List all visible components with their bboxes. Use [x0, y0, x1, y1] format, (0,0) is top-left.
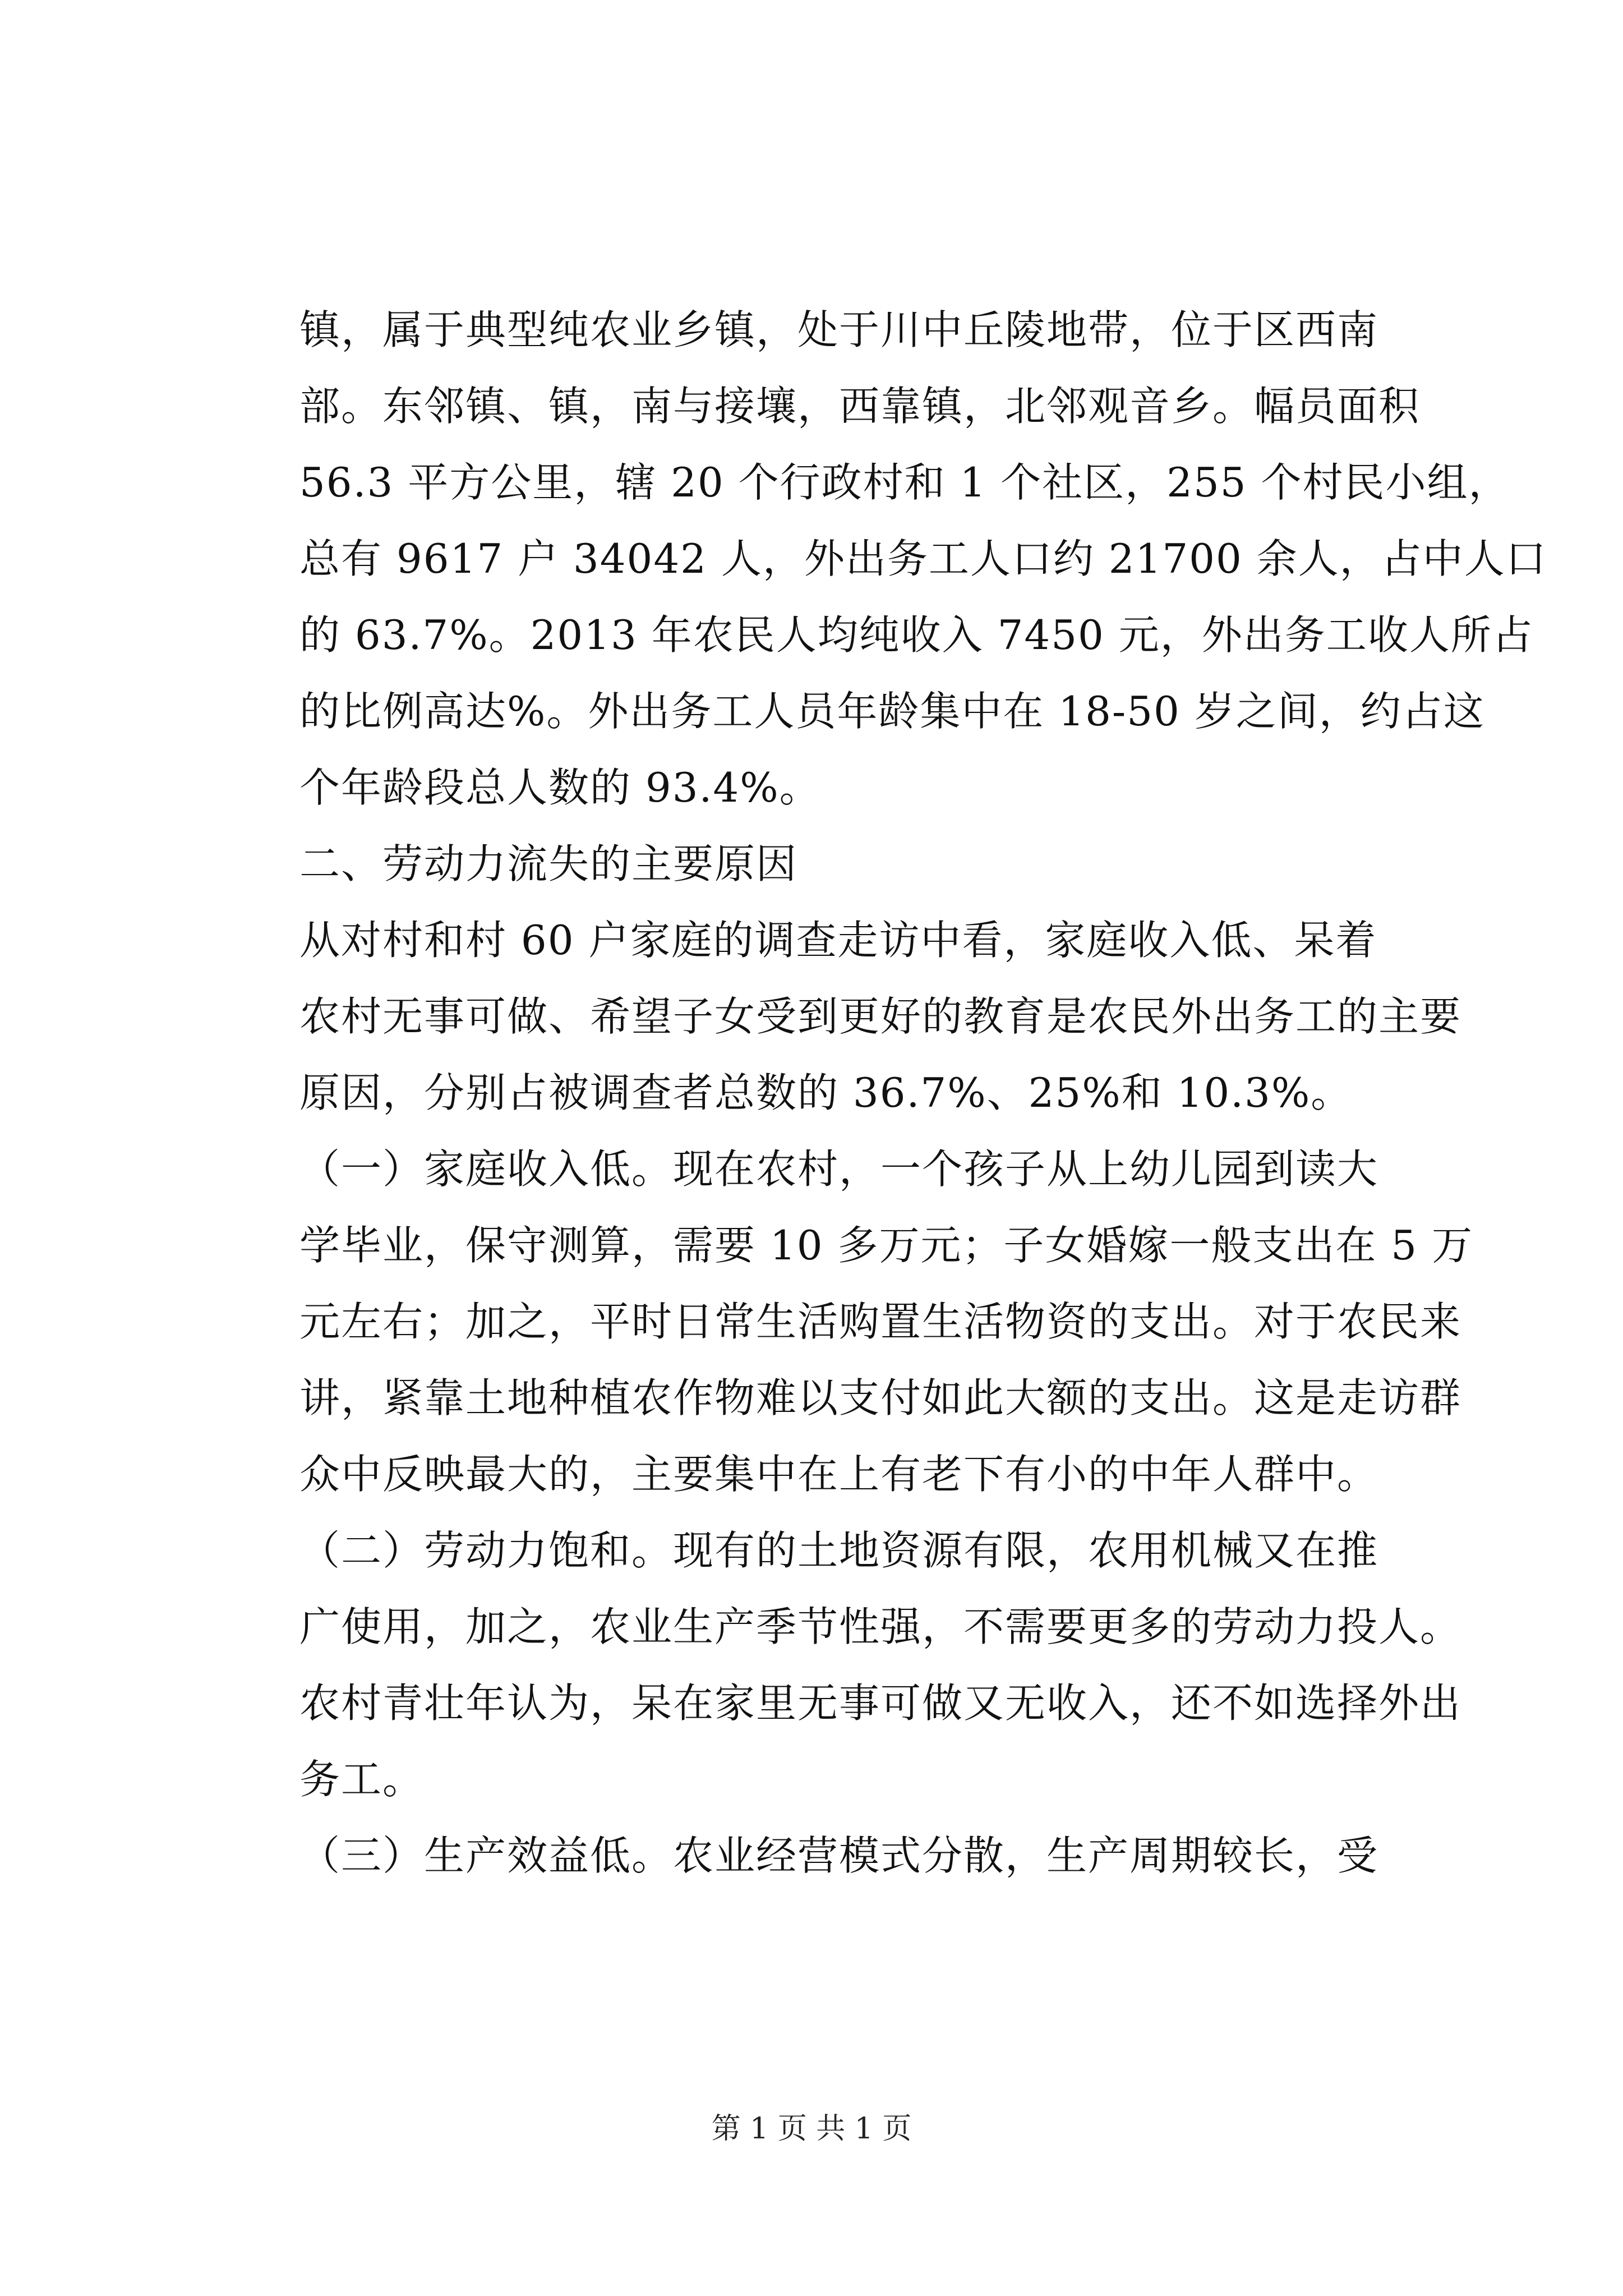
paragraph-town-overview — [219, 292, 1547, 826]
text-line: 学毕业，保守测算，需要 10 多万元；子女婚嫁一般支出在 5 万 — [299, 1222, 1473, 1269]
text-line: 个年龄段总人数的 93.4%。 — [299, 764, 821, 811]
text-line: 56.3 平方公里，辖 20 个行政村和 1 个社区，255 个村民小组， — [299, 459, 1510, 506]
text-line: 讲，紧靠土地种植农作物难以支付如此大额的支出。这是走访群 — [299, 1374, 1462, 1421]
text-line: （三）生产效益低。农业经营模式分散，生产周期较长，受 — [299, 1832, 1379, 1879]
text-line: （一）家庭收入低。现在农村，一个孩子从上幼儿园到读大 — [299, 1145, 1379, 1193]
text-line: 总有 9617 户 34042 人，外出务工人口约 21700 余人，占中人口 — [299, 535, 1547, 582]
document-body — [219, 292, 1547, 1894]
text-line: 部。东邻镇、镇，南与接壤，西靠镇，北邻观音乡。幅员面积 — [299, 383, 1421, 430]
paragraph-low-income — [219, 1131, 1473, 1512]
text-line: 的 63.7%。2013 年农民人均纯收入 7450 元，外出务工收人所占 — [299, 611, 1534, 659]
text-line: 广使用，加之，农业生产季节性强，不需要更多的劳动力投人。 — [299, 1603, 1462, 1650]
text-line: 农村无事可做、希望子女受到更好的教育是农民外出务工的主要 — [299, 993, 1462, 1040]
text-line: 从对村和村 60 户家庭的调查走访中看，家庭收入低、呆着 — [299, 917, 1377, 964]
paragraph-labor-saturation — [219, 1512, 1462, 1818]
text-line: 元左右；加之，平时日常生活购置生活物资的支出。对于农民来 — [299, 1298, 1462, 1345]
text-line: 众中反映最大的，主要集中在上有老下有小的中年人群中。 — [299, 1451, 1379, 1498]
text-line: （二）劳动力饱和。现有的土地资源有限，农用机械又在推 — [299, 1527, 1379, 1574]
paragraph-survey-summary — [219, 902, 1462, 1131]
paragraph-low-efficiency — [219, 1818, 1413, 1894]
text-line: 务工。 — [299, 1756, 425, 1803]
text-line: 农村青壮年认为，呆在家里无事可做又无收入，还不如选择外出 — [299, 1680, 1462, 1727]
section-heading-text: 二、劳动力流失的主要原因 — [299, 840, 798, 887]
text-line: 原因，分别占被调查者总数的 36.7%、25%和 10.3%。 — [299, 1069, 1353, 1116]
page-number-footer: 第 1 页 共 1 页 — [711, 2112, 912, 2146]
section-heading — [219, 826, 1413, 902]
text-line: 镇，属于典型纯农业乡镇，处于川中丘陵地带，位于区西南 — [299, 306, 1379, 353]
text-line: 的比例高达%。外出务工人员年龄集中在 18-50 岁之间，约占这 — [299, 688, 1485, 735]
